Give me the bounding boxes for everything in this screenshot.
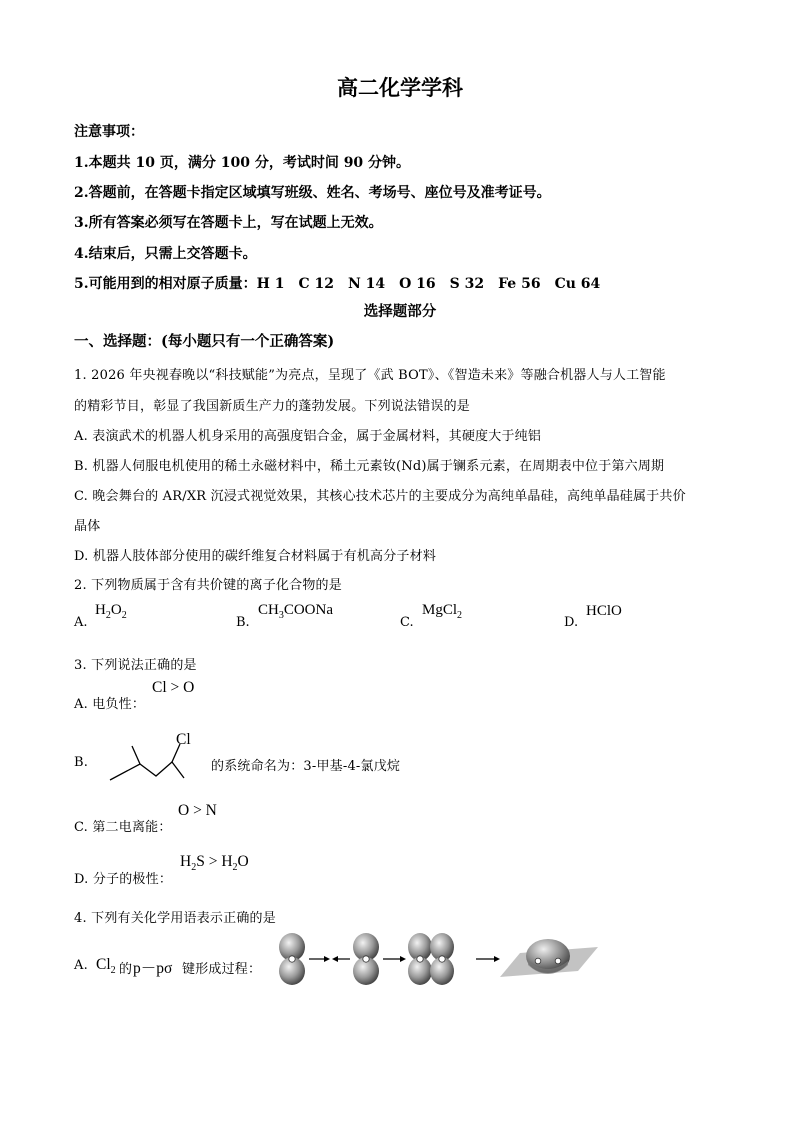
q3-option-b-text: 的系统命名为：3-甲基-4-氯戊烷 [211,759,401,774]
note-item-5: 5.可能用到的相对原子质量：H 1 C 12 N 14 O 16 S 32 Fe 56 Cu 64 [74,276,601,292]
note-item-4: 4.结束后，只需上交答题卡。 [74,246,257,262]
q4-option-a-de: 的 [119,962,133,977]
p-orbital-left [279,933,305,985]
note-item-2: 2.答题前，在答题卡指定区域填写班级、姓名、考场号、座位号及准考证号。 [74,185,551,201]
q3-option-a-text: A. 电负性： [74,697,146,712]
q1-option-c-line2: 晶体 [74,519,101,534]
page-title: 高二化学学科 [337,75,463,100]
q3-option-d-text: D. 分子的极性： [74,872,173,887]
note-item-1: 1.本题共 10 页，满分 100 分，考试时间 90 分钟。 [74,155,411,171]
q4-option-a-formula: $Cl_2$ [96,956,116,977]
orbital-overlap-diagram [272,927,602,989]
q4-stem: 4. 下列有关化学用语表示正确的是 [74,911,276,926]
methyl-branch-line [132,746,140,764]
section-title: 选择题部分 [363,303,437,320]
pi-bond-result [500,939,598,977]
carbon-chain-line [110,762,184,780]
q2-option-d-label: D. [564,615,579,630]
q1-option-d: D. 机器人肢体部分使用的碳纤维复合材料属于有机高分子材料 [74,549,437,564]
q2-option-b-label: B. [236,615,250,630]
arrow-head-right-1 [324,956,330,962]
q3-option-b-label: B. [74,755,89,770]
q2-option-c-label: C. [400,615,414,630]
q1-option-c-line1: C. 晚会舞台的 AR/XR 沉浸式视觉效果，其核心技术芯片的主要成分为高纯单晶硅，高纯单晶硅属于共价 [74,489,686,504]
q2-option-b-formula: $CH_3COONa$ [258,602,334,621]
q3-option-a-expr: Cl > O [152,679,195,696]
q4-option-a-bond: p－pσ [133,960,173,977]
overlapping-orbitals [408,933,454,985]
q3-option-c-expr: O > N [178,802,217,819]
arrow-head-right-4 [494,956,500,962]
q3-option-d-expr: $H_2S > H_2O$ [180,853,249,874]
q1-option-b: B. 机器人伺服电机使用的稀土永磁材料中，稀土元素钕(Nd)属于镧系元素，在周期表中位于第六周期 [74,459,665,474]
q1-option-a: A. 表演武术的机器人机身采用的高强度铝合金，属于金属材料，其硬度大于纯铝 [74,429,542,444]
part-title: 一、选择题：(每小题只有一个正确答案) [74,333,335,350]
q1-stem-line2: 的精彩节目，彰显了我国新质生产力的蓬勃发展。下列说法错误的是 [74,399,471,414]
q4-option-a-text: 键形成过程： [182,962,262,977]
q2-option-a-label: A. [74,615,88,630]
q3-option-c-text: C. 第二电离能： [74,820,172,835]
q2-stem: 2. 下列物质属于含有共价键的离子化合物的是 [74,578,342,593]
q3-chlorine-label: Cl [176,731,191,748]
arrow-head-right-3 [400,956,406,962]
arrow-head-left-2 [332,956,338,962]
q1-stem-line1: 1. 2026 年央视春晚以“科技赋能”为亮点，呈现了《武 BOT》、《智造未来》等融合机器人与人工智能 [74,368,666,383]
q2-option-d-formula: HClO [586,603,622,619]
q3-stem: 3. 下列说法正确的是 [74,658,197,673]
q2-option-a-formula: $H_2O_2$ [95,602,127,621]
q4-option-a-label: A. [74,958,88,973]
p-orbital-right [353,933,379,985]
q2-option-c-formula: MgCl$_2$ [422,602,463,621]
notes-heading: 注意事项： [74,124,144,140]
note-item-3: 3.所有答案必须写在答题卡上，写在试题上无效。 [74,215,383,231]
